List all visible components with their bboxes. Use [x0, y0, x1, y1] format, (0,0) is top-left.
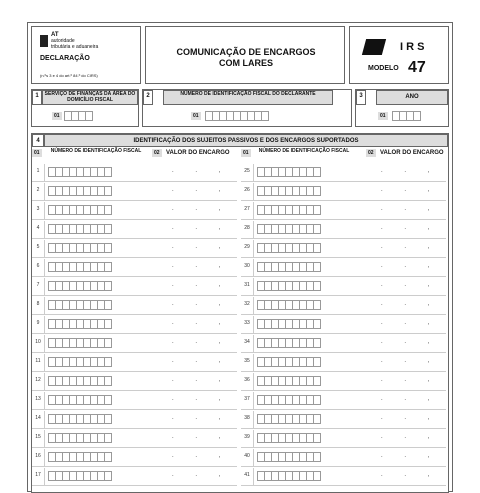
irs-label: I R S: [400, 41, 425, 53]
row-number: 2: [32, 183, 45, 201]
table-row: [32, 278, 237, 296]
nif-input[interactable]: [48, 243, 111, 253]
table-row: [32, 183, 237, 201]
declaration-label: DECLARAÇÃO: [40, 55, 90, 62]
section-1-input[interactable]: [64, 111, 92, 121]
nif-input[interactable]: [48, 281, 111, 291]
at-name: AT: [51, 32, 59, 38]
table-row: [32, 373, 237, 391]
section-2-field-tag: 01: [193, 113, 199, 119]
nif-input[interactable]: [257, 395, 320, 405]
nif-input[interactable]: [48, 186, 111, 196]
table-row: [32, 259, 237, 277]
at-subtitle-2: tributária e aduaneira: [51, 44, 99, 50]
row-number: 34: [241, 335, 254, 353]
nif-input[interactable]: [257, 243, 320, 253]
nif-input[interactable]: [48, 338, 111, 348]
row-number: 11: [32, 354, 45, 372]
table-row: [32, 430, 237, 448]
nif-input[interactable]: [48, 357, 111, 367]
row-number: 7: [32, 278, 45, 296]
row-number: 25: [241, 164, 254, 182]
encargo-value-input[interactable]: . . ,: [381, 377, 440, 383]
section-1-field-tag: 01: [54, 113, 60, 119]
nif-input[interactable]: [48, 167, 111, 177]
table-row: [241, 221, 446, 239]
col1-tag: 01: [34, 150, 40, 156]
row-number: 35: [241, 354, 254, 372]
modelo-number: 47: [408, 59, 426, 76]
encargo-value-input[interactable]: . . ,: [172, 415, 231, 421]
row-number: 9: [32, 316, 45, 334]
encargo-value-input[interactable]: . . ,: [172, 225, 231, 231]
encargo-value-input[interactable]: . . ,: [172, 472, 231, 478]
encargo-value-input[interactable]: . . ,: [381, 453, 440, 459]
row-number: 37: [241, 392, 254, 410]
col2-label: VALOR DO ENCARGO: [166, 150, 230, 156]
encargo-value-input[interactable]: . . ,: [381, 168, 440, 174]
table-row: [32, 354, 237, 372]
nif-input[interactable]: [48, 300, 111, 310]
encargo-value-input[interactable]: . . ,: [381, 225, 440, 231]
section-1-number: 1: [32, 90, 42, 105]
encargo-value-input[interactable]: . . ,: [381, 472, 440, 478]
section-3-number: 3: [356, 90, 366, 105]
encargo-value-input[interactable]: . . ,: [381, 339, 440, 345]
section-4-number: 4: [32, 134, 44, 147]
nif-input[interactable]: [257, 205, 320, 215]
row-number: 30: [241, 259, 254, 277]
nif-input[interactable]: [257, 319, 320, 329]
section-4: [31, 133, 449, 493]
nif-input[interactable]: [48, 433, 111, 443]
row-number: 12: [32, 373, 45, 391]
encargo-value-input[interactable]: . . ,: [381, 434, 440, 440]
encargo-value-input[interactable]: . . ,: [172, 453, 231, 459]
section-3: [355, 89, 449, 127]
col4-tag: 02: [368, 150, 374, 156]
table-row: [241, 278, 446, 296]
row-number: 14: [32, 411, 45, 429]
encargo-value-input[interactable]: . . ,: [381, 301, 440, 307]
row-number: 4: [32, 221, 45, 239]
modelo-label: MODELO: [368, 65, 399, 72]
encargo-value-input[interactable]: . . ,: [172, 168, 231, 174]
encargo-value-input[interactable]: . . ,: [172, 301, 231, 307]
row-number: 5: [32, 240, 45, 258]
table-row: [32, 468, 237, 486]
form-title: COMUNICAÇÃO DE ENCARGOS COM LARES: [176, 47, 316, 68]
at-logo-icon: [40, 35, 48, 47]
encargo-value-input[interactable]: . . ,: [172, 206, 231, 212]
encargo-value-input[interactable]: . . ,: [381, 244, 440, 250]
col3-label: NÚMERO DE IDENTIFICAÇÃO FISCAL: [258, 148, 350, 154]
nif-input[interactable]: [257, 281, 320, 291]
nif-input[interactable]: [257, 167, 320, 177]
section-1: [31, 89, 139, 127]
at-subtitle-1: autoridade: [51, 38, 75, 44]
row-number: 1: [32, 164, 45, 182]
header-title-box: [145, 26, 345, 84]
row-number: 36: [241, 373, 254, 391]
table-row: [241, 316, 446, 334]
row-number: 38: [241, 411, 254, 429]
row-number: 26: [241, 183, 254, 201]
nif-input[interactable]: [257, 376, 320, 386]
legal-reference: (n.ºs 3 e 4 do art.º 84.º do CIRS): [40, 73, 98, 78]
nif-input[interactable]: [48, 224, 111, 234]
table-row: [32, 297, 237, 315]
row-number: 8: [32, 297, 45, 315]
table-row: [241, 183, 446, 201]
table-row: [241, 335, 446, 353]
col2-tag: 02: [154, 150, 160, 156]
section-3-label: ANO: [376, 90, 448, 105]
encargo-value-input[interactable]: . . ,: [381, 396, 440, 402]
section-2: [142, 89, 352, 127]
encargo-value-input[interactable]: . . ,: [172, 320, 231, 326]
encargo-value-input[interactable]: . . ,: [172, 377, 231, 383]
row-number: 17: [32, 468, 45, 486]
nif-input[interactable]: [48, 262, 111, 272]
row-number: 3: [32, 202, 45, 220]
row-number: 15: [32, 430, 45, 448]
table-row: [241, 392, 446, 410]
section-3-input[interactable]: [392, 111, 420, 121]
nif-input[interactable]: [257, 452, 320, 462]
table-row: [32, 449, 237, 467]
nif-input[interactable]: [48, 205, 111, 215]
row-number: 16: [32, 449, 45, 467]
header-left: [31, 26, 141, 84]
table-row: [241, 202, 446, 220]
table-row: [32, 164, 237, 182]
nif-input[interactable]: [257, 433, 320, 443]
row-number: 33: [241, 316, 254, 334]
encargo-value-input[interactable]: . . ,: [381, 263, 440, 269]
encargo-value-input[interactable]: . . ,: [172, 244, 231, 250]
table-row: [241, 240, 446, 258]
nif-input[interactable]: [257, 262, 320, 272]
encargo-value-input[interactable]: . . ,: [381, 358, 440, 364]
section-2-input[interactable]: [205, 111, 268, 121]
nif-input[interactable]: [48, 452, 111, 462]
row-number: 32: [241, 297, 254, 315]
section-4-label: IDENTIFICAÇÃO DOS SUJEITOS PASSIVOS E DOS ENCARGOS SUPORTADOS: [44, 134, 448, 147]
table-row: [241, 373, 446, 391]
encargo-value-input[interactable]: . . ,: [381, 415, 440, 421]
encargo-value-input[interactable]: . . ,: [381, 320, 440, 326]
nif-input[interactable]: [257, 300, 320, 310]
section-2-label: NÚMERO DE IDENTIFICAÇÃO FISCAL DO DECLARANTE: [163, 90, 333, 105]
nif-input[interactable]: [257, 414, 320, 424]
table-row: [241, 164, 446, 182]
nif-input[interactable]: [48, 319, 111, 329]
row-number: 31: [241, 278, 254, 296]
col4-label: VALOR DO ENCARGO: [380, 150, 444, 156]
table-row: [241, 411, 446, 429]
nif-input[interactable]: [257, 224, 320, 234]
section-1-label: SERVIÇO DE FINANÇAS DA ÁREA DO DOMICÍLIO FISCAL: [42, 90, 138, 105]
row-number: 28: [241, 221, 254, 239]
encargo-value-input[interactable]: . . ,: [172, 187, 231, 193]
col1-label: NÚMERO DE IDENTIFICAÇÃO FISCAL: [50, 148, 142, 154]
table-row: [32, 411, 237, 429]
nif-input[interactable]: [257, 357, 320, 367]
encargo-value-input[interactable]: . . ,: [172, 282, 231, 288]
row-number: 41: [241, 468, 254, 486]
table-row: [32, 392, 237, 410]
table-row: [32, 335, 237, 353]
table-row: [241, 259, 446, 277]
table-row: [32, 221, 237, 239]
table-row: [241, 354, 446, 372]
row-number: 27: [241, 202, 254, 220]
form-page: [27, 22, 453, 492]
encargo-value-input[interactable]: . . ,: [172, 434, 231, 440]
section-3-field-tag: 01: [380, 113, 386, 119]
col3-tag: 01: [243, 150, 249, 156]
nif-input[interactable]: [48, 414, 111, 424]
nif-input[interactable]: [257, 338, 320, 348]
header-right: [349, 26, 449, 84]
nif-input[interactable]: [257, 186, 320, 196]
table-row: [32, 202, 237, 220]
table-row: [241, 430, 446, 448]
row-number: 6: [32, 259, 45, 277]
row-number: 39: [241, 430, 254, 448]
encargo-value-input[interactable]: . . ,: [172, 358, 231, 364]
encargo-value-input[interactable]: . . ,: [381, 206, 440, 212]
encargo-value-input[interactable]: . . ,: [381, 282, 440, 288]
section-2-number: 2: [143, 90, 153, 105]
encargo-value-input[interactable]: . . ,: [172, 263, 231, 269]
row-number: 13: [32, 392, 45, 410]
encargo-value-input[interactable]: . . ,: [172, 396, 231, 402]
row-number: 29: [241, 240, 254, 258]
table-row: [241, 449, 446, 467]
table-row: [32, 240, 237, 258]
row-number: 10: [32, 335, 45, 353]
encargo-value-input[interactable]: . . ,: [381, 187, 440, 193]
nif-input[interactable]: [48, 376, 111, 386]
row-number: 40: [241, 449, 254, 467]
nif-input[interactable]: [48, 395, 111, 405]
table-row: [32, 316, 237, 334]
table-row: [241, 297, 446, 315]
encargo-value-input[interactable]: . . ,: [172, 339, 231, 345]
tax-logo-icon: [362, 39, 386, 55]
table-row: [241, 468, 446, 486]
